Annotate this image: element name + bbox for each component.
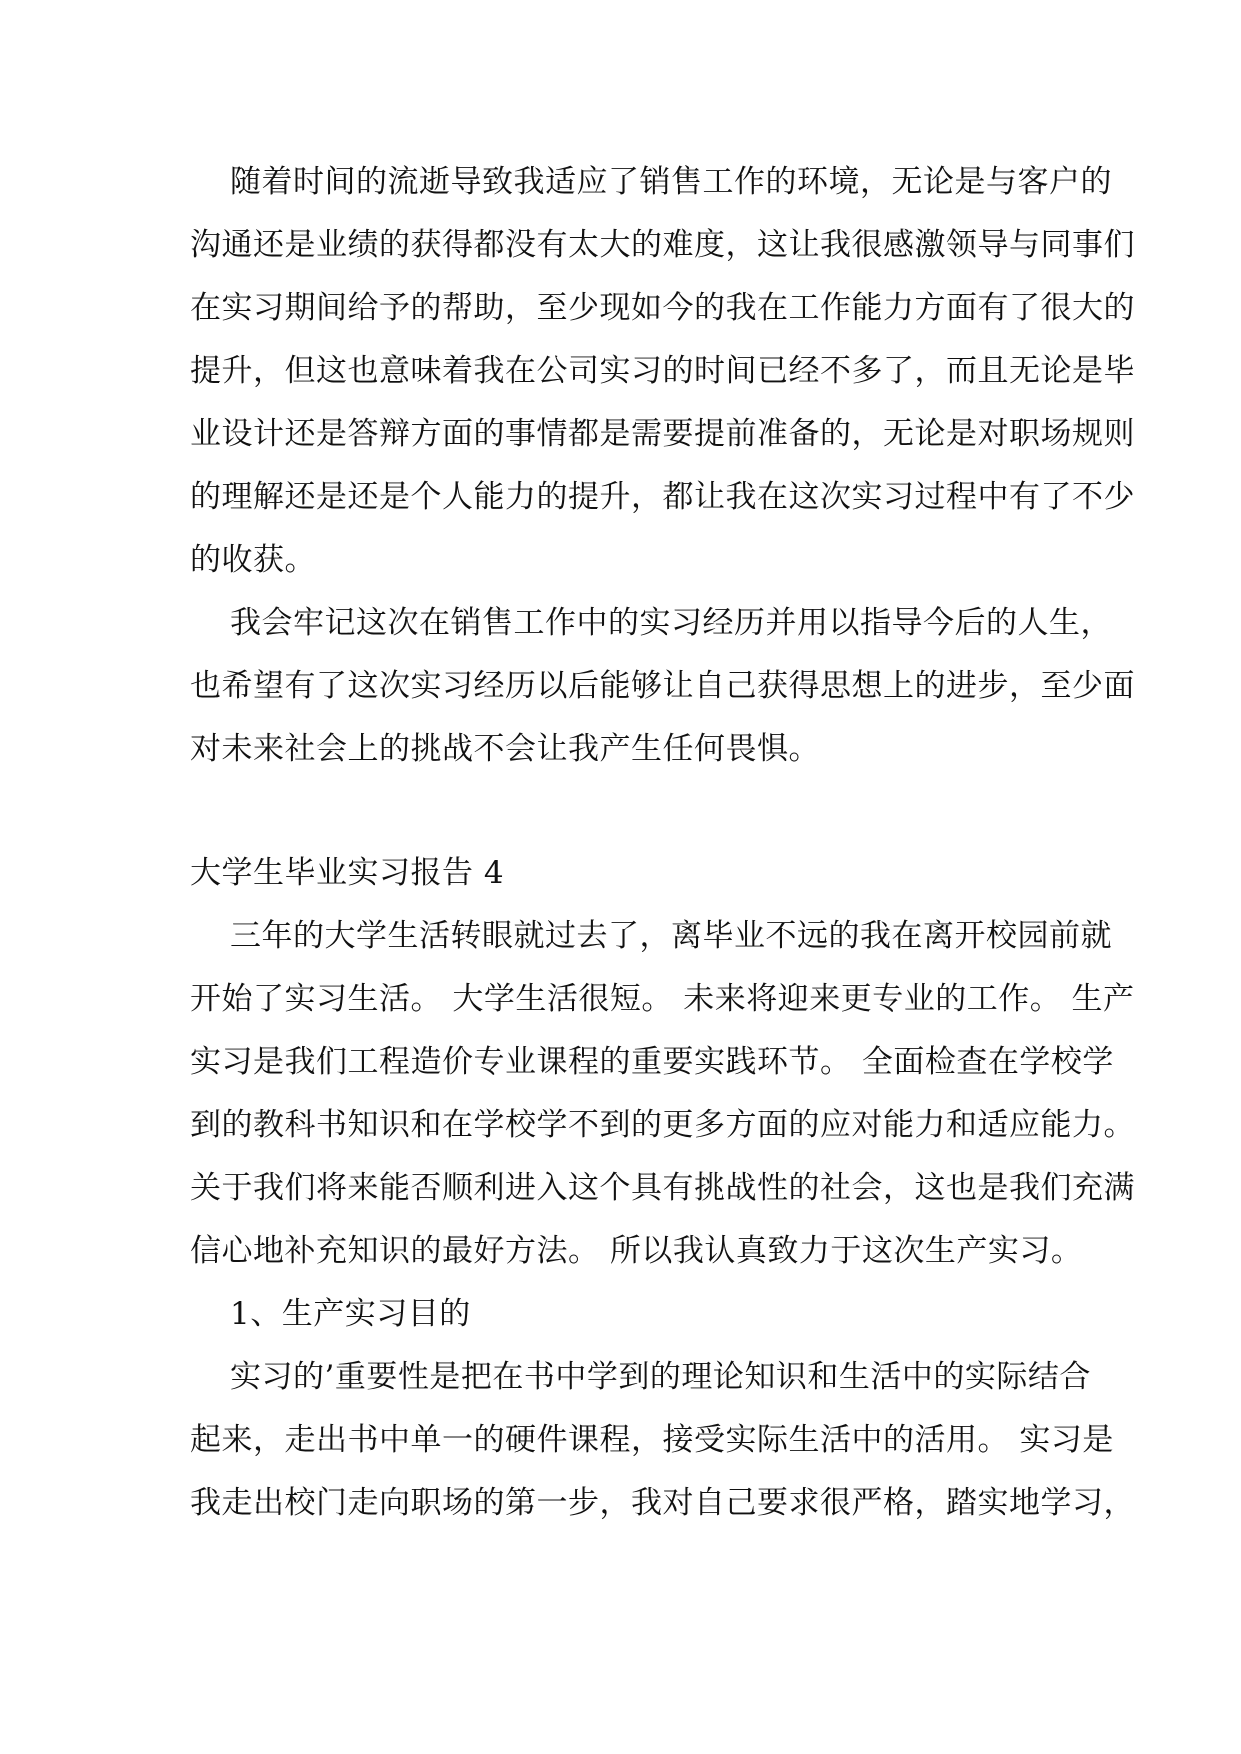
paragraph-line: 实习是我们工程造价专业课程的重要实践环节。 全面检查在学校学 — [190, 1044, 1114, 1080]
paragraph-line: 业设计还是答辩方面的事情都是需要提前准备的，无论是对职场规则 — [190, 416, 1135, 452]
paragraph-line: 的理解还是还是个人能力的提升，都让我在这次实习过程中有了不少 — [190, 479, 1135, 515]
paragraph-line: 提升，但这也意味着我在公司实习的时间已经不多了，而且无论是毕 — [190, 353, 1135, 389]
paragraph-line: 关于我们将来能否顺利进入这个具有挑战性的社会，这也是我们充满 — [190, 1170, 1135, 1206]
paragraph-line: 起来，走出书中单一的硬件课程，接受实际生活中的活用。 实习是 — [190, 1422, 1114, 1458]
paragraph-line: 我走出校门走向职场的第一步，我对自己要求很严格，踏实地学习， — [190, 1485, 1135, 1521]
paragraph-line: 我会牢记这次在销售工作中的实习经历并用以指导今后的人生， — [230, 605, 1112, 641]
subheading: 1、生产实习目的 — [230, 1296, 471, 1332]
paragraph-line: 对未来社会上的挑战不会让我产生任何畏惧。 — [190, 731, 820, 767]
paragraph-line: 到的教科书知识和在学校学不到的更多方面的应对能力和适应能力。 — [190, 1107, 1135, 1143]
paragraph-line: 沟通还是业绩的获得都没有太大的难度，这让我很感激领导与同事们 — [190, 227, 1135, 263]
paragraph-line: 的收获。 — [190, 542, 316, 578]
section-heading: 大学生毕业实习报告 4 — [190, 855, 505, 891]
paragraph-line: 信心地补充知识的最好方法。 所以我认真致力于这次生产实习。 — [190, 1233, 1083, 1269]
paragraph-line: 开始了实习生活。 大学生活很短。 未来将迎来更专业的工作。 生产 — [190, 981, 1135, 1017]
paragraph-line: 也希望有了这次实习经历以后能够让自己获得思想上的进步，至少面 — [190, 668, 1135, 704]
paragraph-line: 三年的大学生活转眼就过去了，离毕业不远的我在离开校园前就 — [230, 918, 1112, 954]
paragraph-line: 在实习期间给予的帮助，至少现如今的我在工作能力方面有了很大的 — [190, 290, 1135, 326]
paragraph-line: 随着时间的流逝导致我适应了销售工作的环境，无论是与客户的 — [230, 164, 1112, 200]
paragraph-line: 实习的’重要性是把在书中学到的理论知识和生活中的实际结合 — [230, 1359, 1091, 1395]
